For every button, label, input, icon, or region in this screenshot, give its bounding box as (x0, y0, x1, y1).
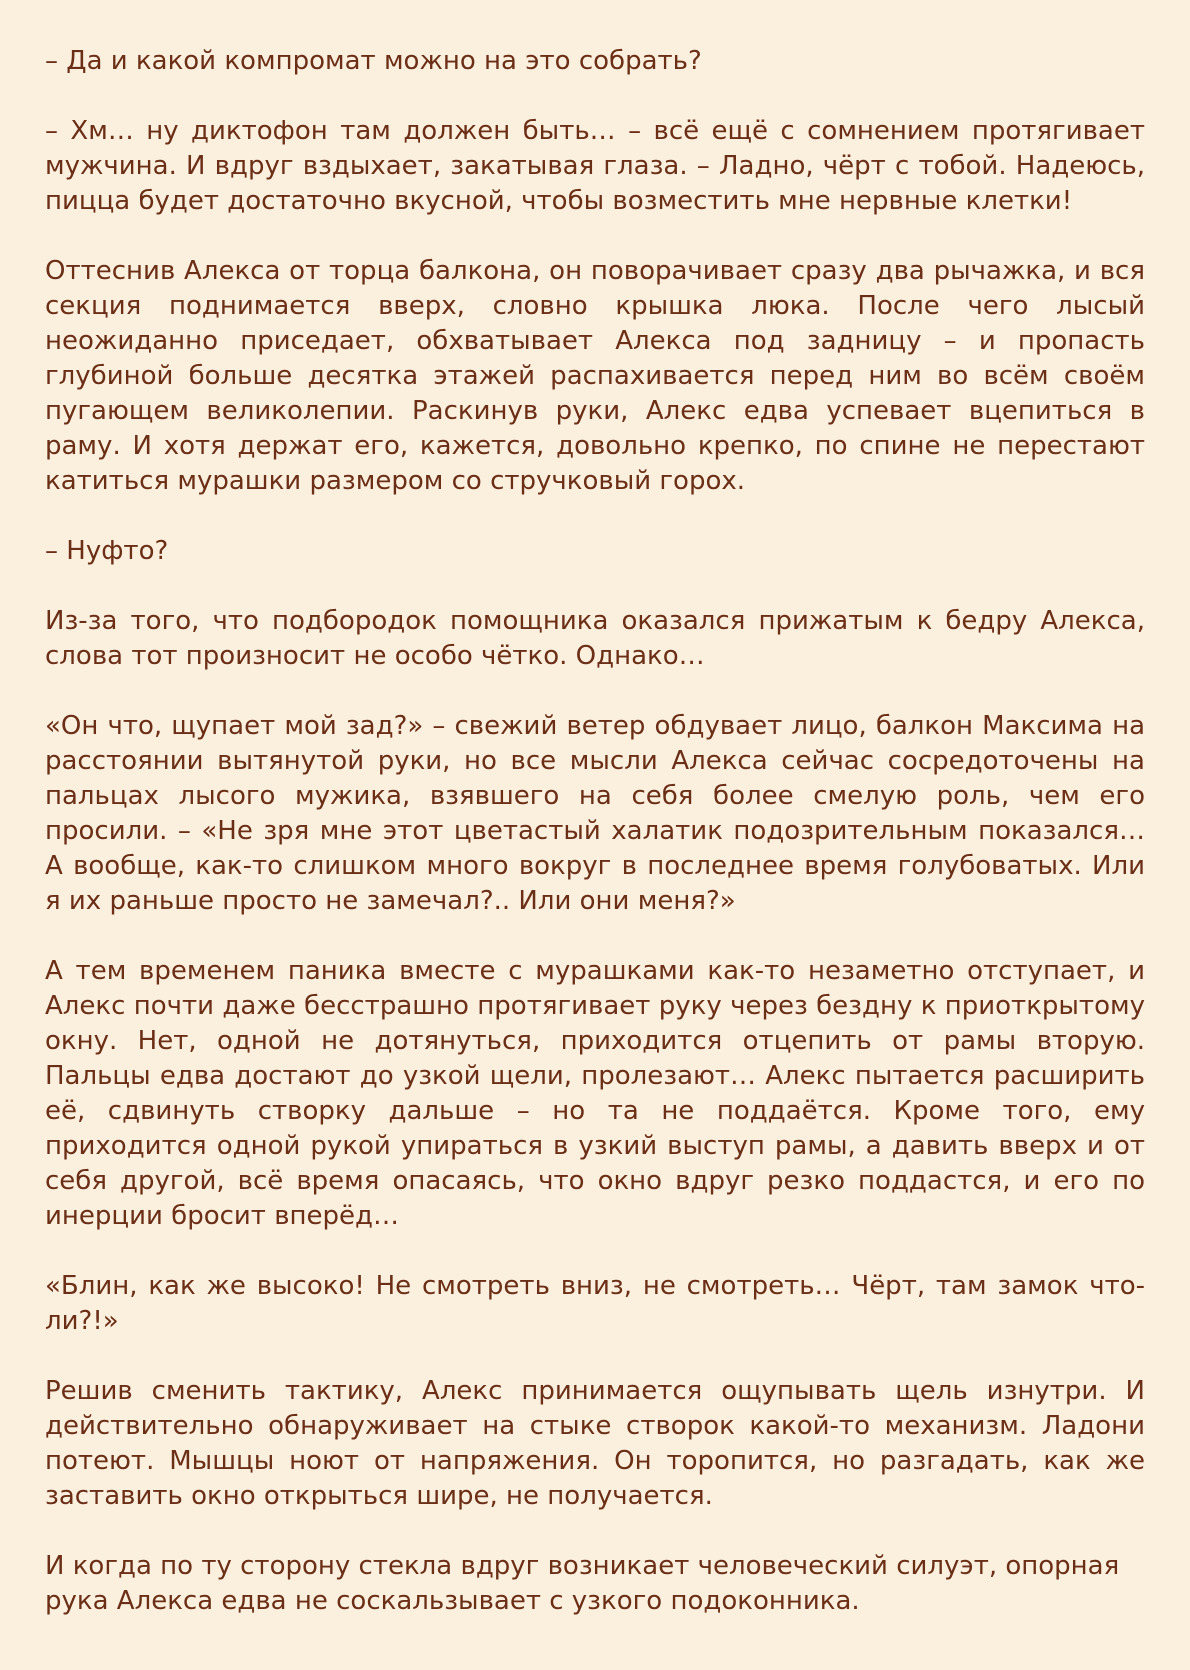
paragraph: «Он что, щупает мой зад?» – свежий ветер обдувает лицо, балкон Максима на расстоянии вытянутой руки, но все мысли Алекса сейчас сосредоточены на пальцах лысого мужика, взявшего на себя более смелую роль, чем его просили. – «Не зря мне этот цветастый халатик подозрительным показался… А вообще, как-то слишком много вокруг в последнее время голубоватых. Или я их раньше просто не замечал?.. Или они меня?» (45, 711, 1145, 916)
paragraph: А тем временем паника вместе с мурашками как-то незаметно отступает, и Алекс почти даже бесстрашно протягивает руку через бездну к приоткрытому окну. Нет, одной не дотянуться, приходится отцепить от рамы вторую. Пальцы едва достают до узкой щели, пролезают… Алекс пытается расширить её, сдвинуть створку дальше – но та не поддаётся. Кроме того, ему приходится одной рукой упираться в узкий выступ рамы, а давить вверх и от себя другой, всё время опасаясь, что окно вдруг резко поддастся, и его по инерции бросит вперёд… (45, 956, 1145, 1231)
paragraph: Из-за того, что подбородок помощника оказался прижатым к бедру Алекса, слова тот произносит не особо чётко. Однако… (45, 606, 1145, 671)
paragraph: Оттеснив Алекса от торца балкона, он поворачивает сразу два рычажка, и вся секция поднимается вверх, словно крышка люка. После чего лысый неожиданно приседает, обхватывает Алекса под задницу – и пропасть глубиной больше десятка этажей распахивается перед ним во всём своём пугающем великолепии. Раскинув руки, Алекс едва успевает вцепиться в раму. И хотя держат его, кажется, довольно крепко, по спине не перестают катиться мурашки размером со стручковый горох. (45, 256, 1145, 496)
paragraph: «Блин, как же высоко! Не смотреть вниз, не смотреть… Чёрт, там замок что-ли?!» (45, 1271, 1145, 1336)
paragraph: – Хм… ну диктофон там должен быть… – всё ещё с сомнением протягивает мужчина. И вдруг вздыхает, закатывая глаза. – Ладно, чёрт с тобой. Надеюсь, пицца будет достаточно вкусной, чтобы возместить мне нервные клетки! (45, 116, 1145, 216)
paragraph: И когда по ту сторону стекла вдруг возникает человеческий силуэт, опорная рука Алекса едва не соскальзывает с узкого подоконника. (45, 1551, 1120, 1616)
paragraph: – Нуфто? (45, 536, 169, 566)
paragraph: – Да и какой компромат можно на это собрать? (45, 46, 702, 76)
paragraph: Решив сменить тактику, Алекс принимается ощупывать щель изнутри. И действительно обнаруживает на стыке створок какой-то механизм. Ладони потеют. Мышцы ноют от напряжения. Он торопится, но разгадать, как же заставить окно открыться шире, не получается. (45, 1376, 1145, 1511)
